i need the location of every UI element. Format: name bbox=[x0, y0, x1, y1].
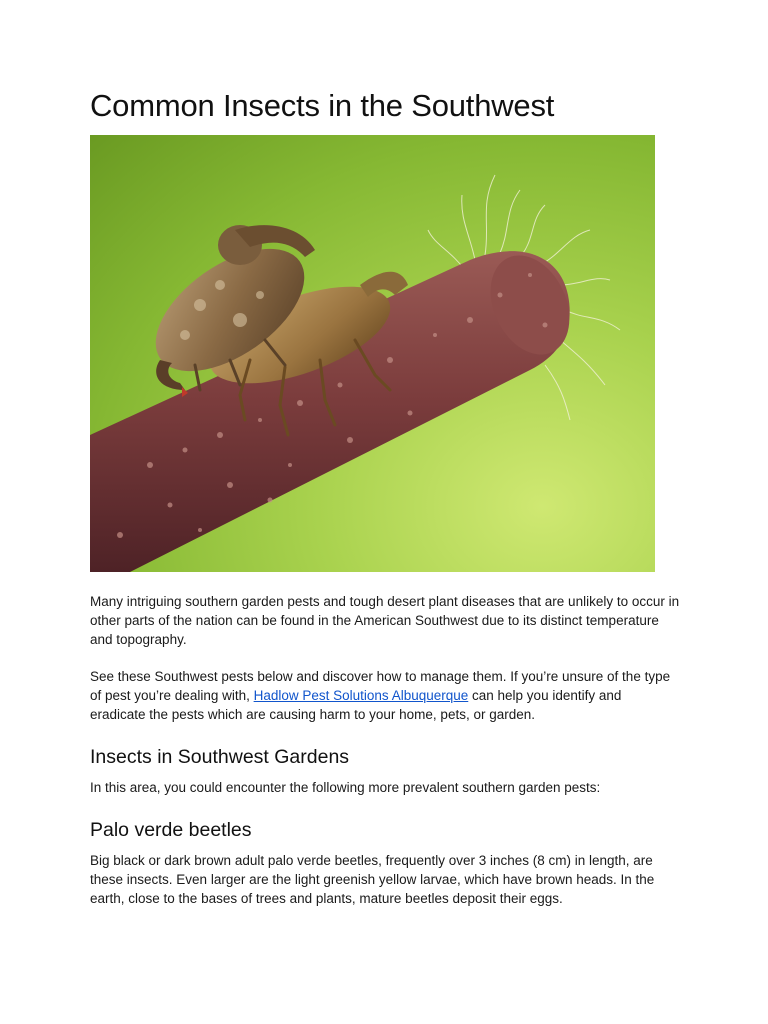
guide-paragraph bbox=[90, 667, 680, 724]
intro-paragraph: Many intriguing southern garden pests and tough desert plant diseases that are unlikely to occur in other parts of the nation can be found in the American Southwest due to its distinct temperature and topography. bbox=[90, 594, 680, 647]
guide-text-after-link: can help you identify and eradicate the pests which are causing harm to your home, pets, or garden. bbox=[90, 688, 622, 722]
guide-text-before-link: See these Southwest pests below and discover how to manage them. If you’re unsure of the type of pest you’re dealing with, bbox=[90, 669, 671, 703]
subsection-heading: Palo verde beetles bbox=[90, 819, 252, 841]
weevils-on-stem-photo bbox=[90, 135, 655, 572]
page-title: Common Insects in the Southwest bbox=[90, 88, 555, 123]
hadlow-pest-solutions-link[interactable]: Hadlow Pest Solutions Albuquerque bbox=[253, 688, 469, 703]
section-paragraph: In this area, you could encounter the following more prevalent southern garden pests: bbox=[90, 780, 601, 795]
section-heading: Insects in Southwest Gardens bbox=[90, 746, 350, 768]
subsection-paragraph: Big black or dark brown adult palo verde beetles, frequently over 3 inches (8 cm) in length, are these insects. Even larger are the light greenish yellow larvae, which have brown heads. In the earth, close to the bases of trees and plants, mature beetles deposit their eggs. bbox=[90, 853, 655, 906]
